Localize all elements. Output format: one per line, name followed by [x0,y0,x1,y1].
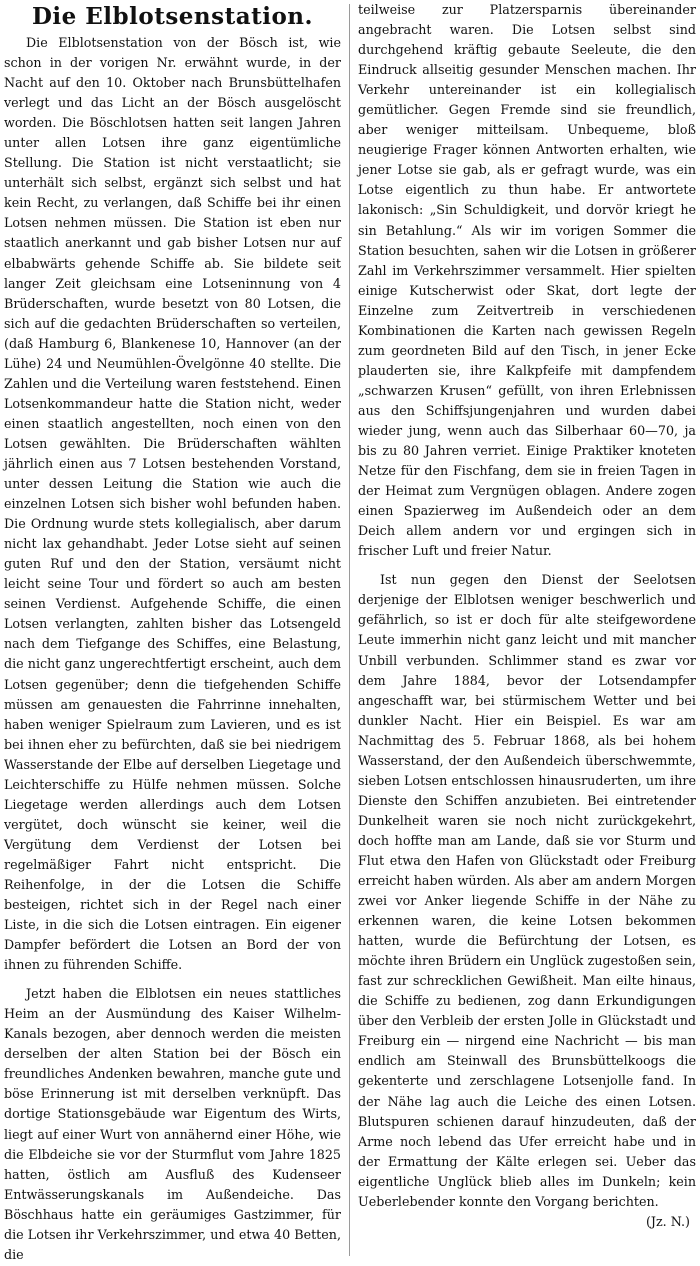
column-divider [349,4,350,1256]
article-title: Die Elblotsenstation. [31,3,314,30]
author-signature: (Jz. N.) [645,1213,690,1229]
article-paragraph: Die Elblotsenstation von der Bösch ist, wie schon in der vorigen Nr. erwähnt wurde, in der Nacht auf den 10. Oktober nach Brunsbüttelhafen verlegt und das Licht an der Bösch ausgelöscht worden. Die Böschlotsen hatten seit langen Jahren unter allen Lotsen ihre ganz eigentümliche Stellung. Die Station ist nicht verstaatlicht; sie unterhält sich selbst, ergänzt sich selbst und hat kein Recht, zu verlangen, daß Schiffe bei ihr einen Lotsen nehmen müssen. Die Station ist eben nur staatlich anerkannt und gab bisher Lotsen nur auf elbabwärts gehende Schiffe ab. Sie bildete seit langer Zeit gleichsam eine Lotseninnung von 4 Brüderschaften, wurde besetzt von 80 Lotsen, die sich auf die gedachten Brüderschaften so verteilen, (daß Hamburg 6, Blankenese 10, Hannover (an der Lühe) 24 und Neumühlen-Övelgönne 40 stellte. Die Zahlen und die Verteilung waren feststehend. Einen Lotsenkommandeur hatte die Station nicht, weder einen staatlich angestellten, noch einen von den Lotsen gewählten. Die Brüderschaften wählten jährlich einen aus 7 Lotsen bestehenden Vorstand, unter dessen Leitung die Station wie auch die einzelnen Lotsen sich bisher wohl befunden haben. Die Ordnung wurde stets kollegialisch, aber darum nicht lax gehandhabt. Jeder Lotse sieht auf seinen guten Ruf und den der Station, versäumt nicht leicht seine Tour und fördert so auch am besten seinen Verdienst. Aufgehende Schiffe, die einen Lotsen verlangten, zahlten bisher das Lotsengeld nach dem Tiefgange des Schiffes, eine Belastung, die nicht ganz ungerechtfertigt erscheint, auch dem Lotsen gegenüber; denn die tiefgehenden Schiffe müssen am genauesten die Fahrrinne innehalten, haben weniger Spielraum zum Lavieren, und es ist bei ihnen eher zu befürchten, daß sie bei niedrigem Wasserstande der Elbe auf derselben Liegetage und Leichterschiffe zu Hülfe nehmen müssen. Solche Liegetage werden allerdings auch dem Lotsen vergütet, doch wünscht sie keiner, weil die Vergütung dem Verdienst der Lotsen bei regelmäßiger Fahrt nicht entspricht. Die Reihenfolge, in der die Lotsen die Schiffe besteigen, richtet sich in der Regel nach einer Liste, in die sich die Lotsen eintragen. Ein eigener Dampfer befördert die Lotsen an Bord der von ihnen zu führenden Schiffe. [4,35,341,973]
left-column [4,0,341,1266]
article-paragraph: teilweise zur Platzersparnis übereinander angebracht waren. Die Lotsen selbst sind durchgehend kräftig gebaute Seeleute, die den Eindruck allseitig gesunder Menschen machen. Ihr Verkehr untereinander ist ein kollegialisch gemütlicher. Gegen Fremde sind sie freundlich, aber weniger mitteilsam. Unbequeme, bloß neugierige Frager können Antworten erhalten, wie jener Lotse sie gab, als er gefragt wurde, was ein Lotse eigentlich zu thun habe. Er antwortete lakonisch: „Sin Schuldigkeit, und dorvör kriegt he sin Betahlung.“ Als wir im vorigen Sommer die Station besuchten, sahen wir die Lotsen in größerer Zahl im Verkehrszimmer versammelt. Hier spielten einige Kutscherwist oder Skat, dort legte der Einzelne zum Zeitvertreib in verschiedenen Kombinationen die Karten nach gewissen Regeln zum geordneten Bild auf den Tisch, in jener Ecke plauderten sie, ihre Kalkpfeife mit dampfendem „schwarzen Krusen“ gefüllt, von ihren Erlebnissen aus den Schiffsjungenjahren und wurden dabei wieder jung, wenn auch das Silberhaar 60—70, ja bis zu 80 Jahren verriet. Einige Praktiker knoteten Netze für den Fischfang, dem sie in freien Tagen in der Heimat zum Vergnügen oblagen. Andere zogen einen Spazierweg im Außendeich oder an dem Deich allem andern vor und ergingen sich in frischer Luft und freier Natur. [358,2,696,559]
article-paragraph: Ist nun gegen den Dienst der Seelotsen derjenige der Elblotsen weniger beschwerlich und gefährlich, so ist er doch für alte steifgewordene Leute immerhin nicht ganz leicht und mit mancher Unbill verbunden. Schlimmer stand es zwar vor dem Jahre 1884, bevor der Lotsendampfer angeschafft war, bei stürmischem Wetter und bei dunkler Nacht. Hier ein Beispiel. Es war am Nachmittag des 5. Februar 1868, als bei hohem Wasserstand, der den Außendeich überschwemmte, sieben Lotsen entschlossen hinausruderten, um ihre Dienste den Schiffen anzubieten. Bei eintretender Dunkelheit waren sie noch nicht zurückgekehrt, doch hoffte man am Lande, daß sie vor Sturm und Flut etwa den Hafen von Glückstadt oder Freiburg erreicht haben würden. Als aber am andern Morgen zwei vor Anker liegende Schiffe in der Nähe zu erkennen waren, die keine Lotsen bekommen hatten, wurde die Befürchtung der Lotsen, es möchte ihren Brüdern ein Unglück zugestoßen sein, fast zur schrecklichen Gewißheit. Man eilte hinaus, die Schiffe zu bedienen, zog dann Erkundigungen über den Verbleib der ersten Jolle in Glückstadt und Freiburg ein — nirgend eine Nachricht — bis man endlich am Steinwall des Brunsbüttelkoogs die gekenterte und zerschlagene Lotsenjolle fand. In der Nähe lag auch die Leiche des einen Lotsen. Blutspuren schienen darauf hinzudeuten, daß der Arme noch lebend das Ufer erreicht habe und in der Ermattung der Kälte erlegen sei. Ueber das eigentliche Unglück blieb alles im Dunkeln; kein Ueberlebender konnte den Vorgang berichten. [358,572,696,1209]
article-paragraph: Jetzt haben die Elblotsen ein neues stattliches Heim an der Ausmündung des Kaiser Wilhelm-Kanals bezogen, aber dennoch werden die meisten derselben der alten Station bei der Bösch ein freundliches Andenken bewahren, manche gute und böse Erinnerung ist mit derselben verknüpft. Das dortige Stationsgebäude war Eigentum des Wirts, liegt auf einer Wurt von annähernd einer Höhe, wie die Elbdeiche sie vor der Sturmflut vom Jahre 1825 hatten, östlich am Ausfluß des Kudenseer Entwässerungskanals im Außendeiche. Das Böschhaus hatte ein geräumiges Gastzimmer, für die Lotsen ihr Verkehrszimmer, und etwa 40 Betten, die [4,986,341,1262]
right-column [358,0,696,1266]
